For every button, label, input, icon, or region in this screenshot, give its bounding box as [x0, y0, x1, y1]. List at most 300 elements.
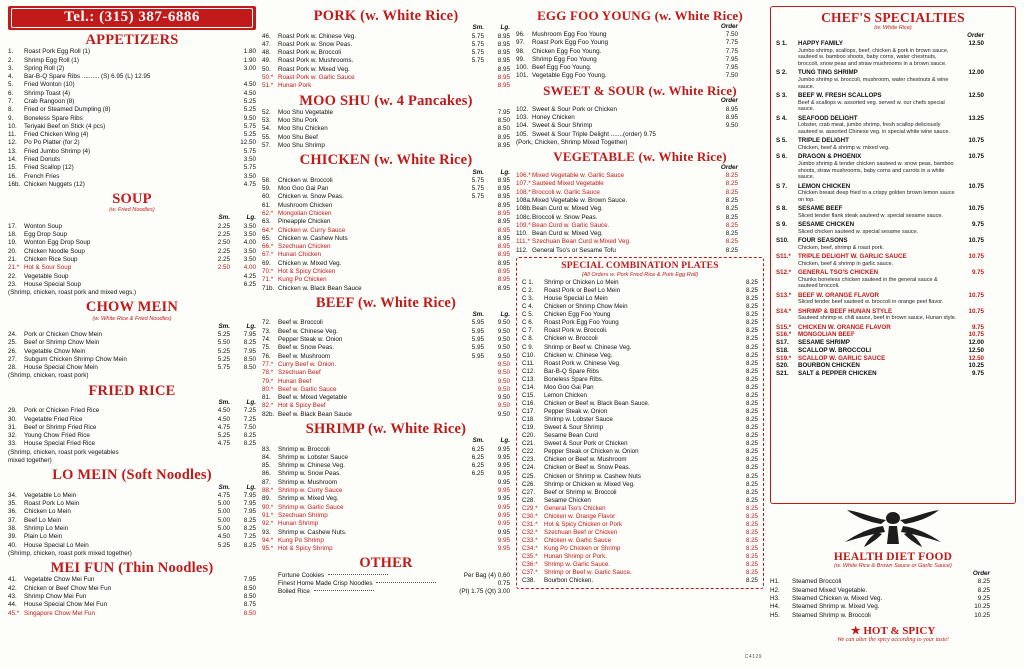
- price-header-1: Sm.: [472, 168, 484, 176]
- item-description: Chunks boneless chicken sauteed in the general sauce & sauteed broccoli.: [798, 276, 938, 290]
- item-number: S11.*: [776, 253, 791, 261]
- item-name: General Tso's or Sesame Tofu: [532, 246, 616, 254]
- item-name: Roast Pork or Beef Lo Mein: [544, 287, 621, 295]
- item-number: C15.: [522, 391, 536, 399]
- item-name: Roast Pork w. Chinese Veg.: [278, 32, 357, 40]
- item-price-1: 6.25: [471, 462, 484, 470]
- list-soup: [8, 214, 256, 297]
- item-number: S 1.: [776, 39, 788, 47]
- item-price-1: 8.25: [745, 311, 758, 319]
- menu-item: [522, 319, 758, 327]
- menu-item: [262, 386, 510, 394]
- price-header-2: Lg.: [246, 214, 256, 222]
- item-name: Shrimp or Beef w. Garlic Sauce.: [544, 569, 632, 577]
- item-price-1: 8.25: [745, 569, 758, 577]
- item-name: Chicken w. Chinese Veg.: [544, 351, 613, 359]
- item-price-1: 2.50: [217, 264, 230, 272]
- item-name: Honey Chicken: [532, 113, 575, 121]
- menu-item: [8, 148, 256, 156]
- item-name: Hot & Spicy Chicken: [278, 268, 336, 276]
- item-name: HAPPY FAMILY Jumbo shrimp, scallops, beef, chicken & pork in brown sauce, sauteed w. bamboo shoots, baby corns, water chestnuts, broccoli, snow peas and straw mushrooms in a brown sauce.: [798, 40, 958, 69]
- item-name: FOUR SEASONS Chicken, beef, shrimp & roast pork.: [798, 237, 958, 253]
- item-number: C 1.: [522, 279, 534, 287]
- item-price-1: [458, 402, 484, 410]
- item-price-1: [458, 361, 484, 369]
- menu-item: [8, 356, 256, 364]
- item-name: Shrimp w. Curry Sauce: [278, 487, 343, 495]
- item-name: Shrimp w. Mushroom: [278, 478, 338, 486]
- item-name: Hot & Spicy Chicken or Pork: [544, 520, 623, 528]
- item-price-1: 4.75: [217, 440, 230, 448]
- item-number: C17.: [522, 408, 536, 416]
- item-name: Vegetable Fried Rice: [24, 415, 83, 423]
- section-title-pork: [262, 9, 510, 24]
- price-header-row: [8, 399, 256, 407]
- item-number: 52.: [262, 108, 271, 116]
- price-header-2: Lg.: [500, 168, 510, 176]
- menu-item: [262, 243, 510, 251]
- item-price-1: 8.25: [725, 196, 738, 204]
- item-name: TRIPLE DELIGHT Chicken, beef & shrimp w. mixed veg.: [798, 137, 958, 153]
- item-price-2: 9.50: [497, 352, 510, 360]
- item-price-2: 9.50: [497, 377, 510, 385]
- item-price-2: 8.95: [497, 234, 510, 242]
- menu-item: [8, 593, 256, 601]
- menu-item: [522, 344, 758, 352]
- item-name: Roast Pork w. Chinese Veg.: [544, 359, 621, 367]
- menu-item: [516, 48, 764, 56]
- menu-item: [8, 65, 256, 73]
- item-price-1: 3.00: [243, 64, 256, 72]
- item-name: House Special Fried Rice: [24, 440, 96, 448]
- item-name: Shrimp w. Cashew Nuts.: [278, 528, 347, 536]
- shrimp-note: (w. White Rice): [368, 421, 467, 438]
- menu-item: [770, 595, 1016, 603]
- item-name: Chicken or Shrimp Chow Mein: [544, 303, 628, 311]
- item-price-1: 10.75: [968, 291, 984, 299]
- item-price-2: 7.25: [243, 407, 256, 415]
- price-header-2: Lg.: [500, 311, 510, 319]
- item-price-2: 3.50: [243, 255, 256, 263]
- item-number: 105.: [516, 130, 529, 138]
- menu-columns: [8, 6, 1016, 662]
- item-name: Plain Lo Mein: [24, 533, 63, 541]
- pork-note: (w. White Rice): [360, 8, 459, 24]
- menu-item: [8, 364, 256, 372]
- menu-item: [8, 525, 256, 533]
- item-name: SCALLOP W. BROCCOLI: [798, 346, 872, 354]
- item-price-1: 8.95: [725, 113, 738, 121]
- item-name: Shrimp Toast (4): [24, 89, 71, 97]
- item-description: Jumbo shrimp & tender chicken sauteed w. snow peas, bamboo shoots, straw mushrooms, baby corns and carrots in a white sauce.: [798, 160, 954, 181]
- section-sub-combination: (All Orders w. Pork Fried Rice & Pork Egg Roll): [581, 272, 699, 279]
- section-title-chicken: [262, 153, 510, 168]
- item-name: Chicken or Beef w. Snow Peas.: [544, 464, 631, 472]
- item-number: 75.: [262, 344, 271, 352]
- item-price-1: [458, 512, 484, 520]
- menu-item: [8, 432, 256, 440]
- menu-item: [522, 545, 758, 553]
- item-price-2: 8.95: [497, 74, 510, 81]
- item-price-1: 8.25: [745, 504, 758, 512]
- item-name: Steamed Shrimp w. Mixed Veg.: [792, 603, 880, 611]
- menu-item: [262, 537, 510, 545]
- item-price-1: [458, 394, 484, 402]
- item-name: Boneless Spare Ribs: [24, 114, 83, 122]
- item-price-2: 9.95: [497, 462, 510, 470]
- item-name: Roast Pork Lo Mein: [24, 500, 80, 508]
- menu-item: [522, 513, 758, 521]
- chicken-label: CHICKEN: [299, 152, 371, 169]
- item-number: 59.: [262, 185, 271, 193]
- item-price-1: 8.25: [745, 464, 758, 472]
- item-number: 48.: [262, 49, 271, 57]
- item-price-2: 8.95: [497, 65, 510, 73]
- price-header-2: Lg.: [500, 437, 510, 445]
- item-price-2: 8.95: [497, 57, 510, 65]
- item-price-1: 5.75: [471, 57, 484, 65]
- menu-item: [522, 287, 758, 295]
- item-price-1: 8.50: [497, 117, 510, 125]
- item-price-1: 8.25: [725, 246, 738, 254]
- item-number: 82b.: [262, 410, 275, 418]
- item-name: Szechuan Chicken: [278, 243, 331, 251]
- item-number: 109.*: [516, 221, 531, 229]
- menu-item: [8, 264, 256, 272]
- item-price-1: [458, 276, 484, 284]
- item-name: Wonton Soup: [24, 222, 63, 230]
- price-header-row: [8, 323, 256, 331]
- item-price-1: Per Bag (4) 0.60: [463, 571, 510, 579]
- item-price-2: 8.95: [497, 259, 510, 267]
- item-name: Moo Shu Vegetable: [278, 108, 333, 116]
- section-sub-soup: (w. Fried Noodles): [109, 207, 155, 214]
- menu-item: [516, 172, 764, 180]
- item-number: C 9.: [522, 343, 534, 351]
- menu-item: [776, 355, 1010, 363]
- item-number: 79.*: [262, 377, 274, 385]
- item-name: Steamed Chicken w. Mixed Veg.: [792, 594, 883, 602]
- section-title-shrimp: [262, 422, 510, 437]
- item-price-2: 9.50: [497, 360, 510, 368]
- item-name: Bean Curd w. Mixed Veg.: [532, 230, 603, 238]
- item-name: Sweet & Sour Triple Delight .......(order) 9.75: [532, 130, 656, 138]
- item-name: SALT & PEPPER CHICKEN: [798, 370, 877, 378]
- item-number: C21.: [522, 440, 536, 448]
- menu-item: [522, 416, 758, 424]
- menu-item: [8, 256, 256, 264]
- list-beef: [262, 311, 510, 419]
- item-price-2: 7.95: [243, 491, 256, 499]
- item-price-1: 4.75: [217, 423, 230, 431]
- item-price-1: 4.75: [243, 180, 256, 188]
- item-price-1: 8.25: [725, 188, 738, 196]
- item-price-1: 5.95: [471, 327, 484, 335]
- item-number: 96.: [516, 30, 525, 38]
- price-header-row: [262, 311, 510, 319]
- item-price-1: 8.25: [745, 303, 758, 311]
- item-name: Shrimp Chow Mei Fun: [24, 593, 87, 601]
- item-name: Mushroom Egg Foo Young: [532, 30, 607, 38]
- item-name: SCALLOP W. GARLIC SAUCE: [798, 354, 886, 362]
- item-name: Broccoli w. Snow Peas.: [532, 213, 598, 221]
- menu-item: [522, 352, 758, 360]
- price-header-1: Sm.: [218, 322, 230, 330]
- item-description: Jumbo shrimp w. broccoli, mushroom, water chestnuts & wine sauce.: [798, 77, 949, 90]
- column-2: [262, 6, 510, 662]
- price-header-row: [516, 97, 764, 105]
- item-number: C22.: [522, 448, 536, 456]
- menu-item: [8, 115, 256, 123]
- menu-item: [8, 106, 256, 114]
- item-price-1: 4.50: [217, 415, 230, 423]
- menu-item: [516, 230, 764, 238]
- menu-item: [262, 470, 510, 478]
- item-name: Mushroom Chicken: [278, 201, 333, 209]
- item-name: Shrimp w. Garlic Sauce: [278, 503, 344, 511]
- item-name: DRAGON & PHOENIX Jumbo shrimp & tender chicken sauteed w. snow peas, bamboo shoots, straw mushrooms, baby corns and carrots in a white sauce.: [798, 153, 958, 182]
- price-header-1: Order: [967, 32, 984, 40]
- item-price-1: 1.80: [243, 48, 256, 56]
- menu-item: [8, 98, 256, 106]
- menu-item: [776, 292, 1010, 308]
- price-header-1: Order: [972, 570, 990, 578]
- item-name: Bourbon Chicken.: [544, 577, 594, 585]
- item-name: Moo Shu Chicken: [278, 125, 328, 133]
- list-note: (Shrimp, chicken, roast pork and mixed vegs.): [8, 289, 137, 297]
- menu-item: [516, 189, 764, 197]
- item-number: 43.: [8, 593, 17, 601]
- item-name: MONGOLIAN BEEF: [798, 331, 855, 339]
- item-name: Shrimp or Beef w. Chinese Veg.: [544, 343, 632, 351]
- item-name: Mixed Vegetable w. Brown Sauce.: [532, 196, 628, 204]
- item-price-1: [458, 227, 484, 235]
- item-price-1: 10.75: [968, 331, 984, 339]
- item-name: Roast Pork w. Mushrooms.: [278, 57, 354, 65]
- item-number: 44.: [8, 601, 17, 609]
- item-price-1: 6.25: [471, 470, 484, 478]
- item-name: Chicken w. Snow Peas.: [278, 193, 344, 201]
- item-price-2: 9.95: [497, 528, 510, 536]
- mei-fun-label: MEI FUN: [50, 560, 115, 577]
- item-number: [262, 572, 278, 580]
- item-price-1: 0.75: [497, 579, 510, 587]
- item-price-1: 8.25: [745, 319, 758, 327]
- item-name: Pepper Steak w. Onion: [544, 408, 608, 416]
- price-header-2: Lg.: [246, 398, 256, 406]
- item-description: Beef & scallops w. assorted veg. served w. our chefs special sauce.: [798, 99, 945, 113]
- menu-item: [8, 156, 256, 164]
- item-price-1: 8.25: [745, 367, 758, 375]
- list-chicken: [262, 169, 510, 293]
- item-number: H3.: [770, 594, 780, 602]
- item-price-2: 6.25: [243, 280, 256, 288]
- menu-item: [516, 114, 764, 122]
- item-name: Steamed Mixed Vegetable.: [792, 586, 868, 594]
- item-price-1: 8.50: [243, 593, 256, 601]
- item-number: 47.: [262, 40, 271, 48]
- menu-item: [776, 253, 1010, 269]
- item-number: 6.: [8, 89, 14, 97]
- item-number: 87.: [262, 478, 271, 486]
- menu-item: [522, 561, 758, 569]
- item-name: Moo Goo Gai Pan: [544, 383, 594, 391]
- item-number: C14.: [522, 383, 536, 391]
- item-price-1: 5.00: [217, 500, 230, 508]
- menu-item: [262, 411, 510, 419]
- item-name: Subgum Chicken Shrimp Chow Mein: [24, 355, 127, 363]
- menu-item: [776, 308, 1010, 324]
- item-price-1: 8.25: [725, 213, 738, 221]
- item-price-1: 8.25: [745, 456, 758, 464]
- item-name: Shrimp Egg Roll (1): [24, 56, 79, 64]
- item-price-1: 8.25: [745, 496, 758, 504]
- shrimp-label: SHRIMP: [305, 421, 365, 438]
- item-name: LEMON CHICKEN Chicken breast deep fried to a crispy golden brown lemon sauce on top.: [798, 183, 958, 206]
- item-name: Hunan Pork: [278, 82, 312, 90]
- menu-item: [516, 131, 764, 139]
- menu-item: [262, 251, 510, 259]
- item-number: 46.: [262, 32, 271, 40]
- item-number: 92.*: [262, 520, 274, 528]
- item-name: Hunan Shrimp: [278, 520, 319, 528]
- item-number: 84.: [262, 453, 271, 461]
- item-name: Bar-B-Q Spare Ribs .......... (S) 6.95 (L) 12.95: [24, 73, 151, 81]
- menu-item: [522, 569, 758, 577]
- item-name: Hot & Spicy Shrimp: [278, 545, 333, 553]
- item-number: S 6.: [776, 153, 788, 161]
- price-header-1: Order: [720, 22, 738, 30]
- item-number: 82.*: [262, 402, 274, 410]
- menu-item: [8, 601, 256, 609]
- item-price-2: 9.95: [497, 487, 510, 495]
- item-price-2: 7.95: [243, 330, 256, 338]
- list-note: (Shrimp, chicken, roast pork): [8, 372, 89, 380]
- price-header-1: Sm.: [218, 483, 230, 491]
- item-number: 104.: [516, 122, 529, 130]
- item-name: BEEF W. ORANGE FLAVOR Sliced tender beef sauteed w. broccoli in orange peel flavor.: [798, 292, 958, 308]
- list-note: mixed together): [8, 457, 52, 465]
- item-name: Spring Roll (2): [24, 64, 65, 72]
- menu-item: [8, 139, 256, 147]
- section-title-vegetable: [516, 150, 764, 164]
- item-price-1: 8.25: [745, 327, 758, 335]
- menu-item: [262, 74, 510, 82]
- menu-item: [262, 202, 510, 210]
- item-price-2: 8.95: [497, 284, 510, 292]
- item-name: Pepper Steak w. Onion: [278, 336, 343, 344]
- item-price-1: 8.25: [745, 480, 758, 488]
- item-description: Lobster, crab meat, jumbo shrimp, fresh scallop deliciously sauteed w. assorted Chinese veg. in special white wine sauce.: [798, 122, 950, 136]
- item-number: [262, 580, 278, 588]
- item-number: 100.: [516, 64, 529, 72]
- price-header-1: Sm.: [472, 24, 484, 32]
- menu-item: [516, 197, 764, 205]
- item-price-1: 8.25: [745, 391, 758, 399]
- item-name: Vegetable Egg Foo Young.: [532, 72, 607, 80]
- item-number: 12.: [8, 139, 17, 147]
- item-price-1: 1.90: [243, 56, 256, 64]
- menu-item: [776, 331, 1010, 339]
- item-name: Steamed Broccoli: [792, 578, 842, 586]
- item-price-1: [204, 281, 230, 289]
- list-combination: [522, 279, 758, 585]
- price-header-row: [516, 23, 764, 31]
- item-number: C 3.: [522, 295, 534, 303]
- item-price-2: 8.25: [243, 339, 256, 347]
- item-number: C 4.: [522, 303, 534, 311]
- list-note: (Shrimp, chicken, roast pork mixed together): [8, 549, 132, 557]
- item-price-1: 5.00: [217, 516, 230, 524]
- menu-item: [522, 577, 758, 585]
- item-name: House Special Soup: [24, 280, 82, 288]
- item-price-1: 9.75: [971, 370, 984, 378]
- price-header-2: Lg.: [246, 483, 256, 491]
- item-price-1: [712, 131, 738, 139]
- menu-item: [8, 348, 256, 356]
- item-price-1: 8.25: [745, 440, 758, 448]
- phone-banner: Tel.: (315) 387-6886: [8, 6, 256, 30]
- item-name: Curry Beef w. Onion.: [278, 360, 337, 368]
- price-header-1: Sm.: [218, 398, 230, 406]
- price-header-1: Order: [720, 163, 738, 171]
- item-number: 25.: [8, 339, 17, 347]
- item-price-1: 10.75: [968, 205, 984, 213]
- menu-item: [262, 33, 510, 41]
- item-name: Boneless Spare Ribs.: [544, 375, 604, 383]
- item-number: 27.: [8, 355, 17, 363]
- menu-item: [8, 339, 256, 347]
- item-name: Roast Pork w. Garlic Sauce: [278, 74, 355, 81]
- menu-item: [8, 576, 256, 584]
- item-name: Szechuan Shrimp: [278, 511, 328, 519]
- item-name: Beef w. Mixed Vegetable: [278, 394, 347, 402]
- item-name: Hunan Chicken: [278, 251, 322, 259]
- item-description: Chicken, beef & shrimp in garlic sauce.: [798, 260, 894, 267]
- sweet-sour-note: (w. White Rice): [648, 82, 737, 98]
- item-price-1: 8.25: [745, 343, 758, 351]
- item-price-1: 12.50: [968, 354, 984, 362]
- item-name: Chicken Rice Soup: [24, 255, 78, 263]
- item-price-2: 8.95: [497, 218, 510, 226]
- item-price-1: 5.25: [217, 541, 230, 549]
- item-number: 21.*: [8, 264, 20, 272]
- item-price-1: 8.25: [725, 230, 738, 238]
- item-number: H2.: [770, 586, 780, 594]
- item-name: Chicken Egg Foo Young: [544, 311, 611, 319]
- item-price-1: 8.25: [745, 561, 758, 569]
- item-price-1: 8.25: [745, 553, 758, 561]
- item-price-1: 8.25: [745, 383, 758, 391]
- item-name: Roast Pork w. Broccoli.: [544, 327, 608, 335]
- hot-spicy-label: ★ HOT & SPICY: [850, 624, 936, 637]
- price-header-row: [8, 484, 256, 492]
- item-number: 108b.: [516, 205, 532, 213]
- menu-item: [262, 319, 510, 327]
- section-title-beef: [262, 296, 510, 311]
- item-name: Beef Lo Mein: [24, 516, 62, 524]
- price-header-1: Sm.: [218, 214, 230, 222]
- item-name: Chicken w. Broccoli: [544, 335, 598, 343]
- item-name: Egg Drop Soup: [24, 231, 68, 239]
- item-price-2: 9.95: [497, 495, 510, 503]
- item-number: S16.*: [776, 331, 792, 339]
- item-price-2: 8.95: [497, 82, 510, 90]
- item-number: C 2.: [522, 287, 534, 295]
- item-price-2: 9.95: [497, 536, 510, 544]
- item-number: 111.*: [516, 238, 530, 246]
- item-name: TRIPLE DELIGHT W. GARLIC SAUCE Chicken, beef & shrimp in garlic sauce.: [798, 253, 958, 269]
